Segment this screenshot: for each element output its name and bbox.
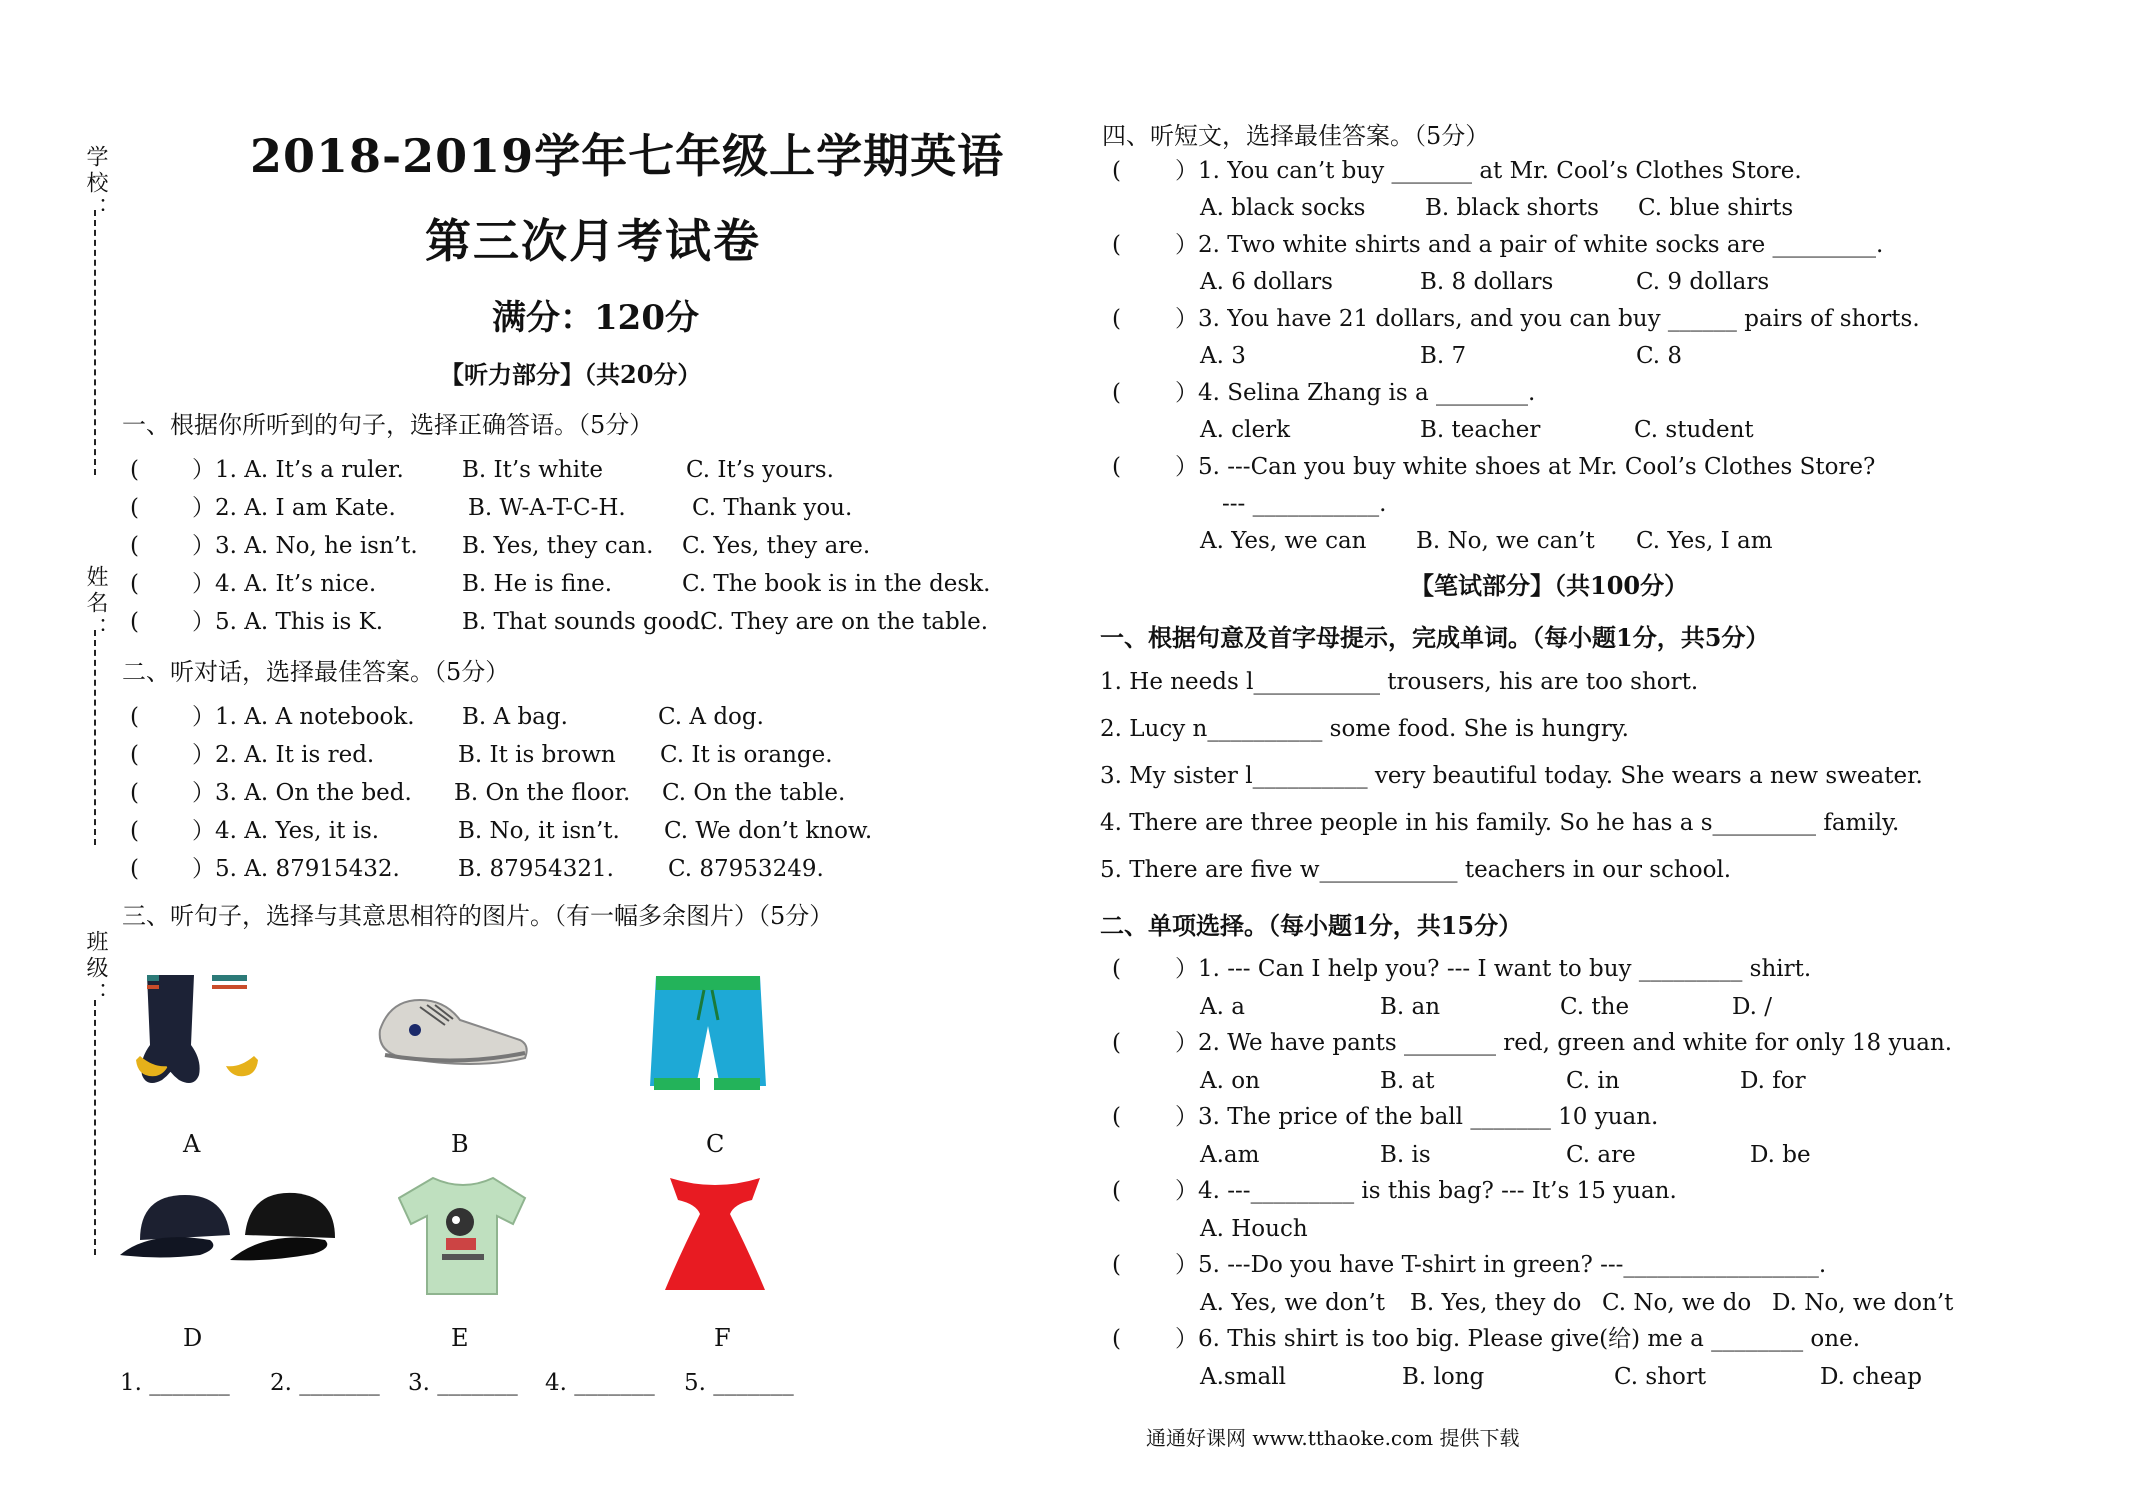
paren[interactable]: ( bbox=[130, 571, 139, 597]
item-option-c: C. A dog. bbox=[658, 704, 764, 730]
item-option-a: ）3. A. No, he isn’t. bbox=[192, 533, 418, 559]
answer-blank[interactable]: 2. _______ bbox=[270, 1370, 380, 1396]
option: C. in bbox=[1566, 1068, 1620, 1094]
class-label: 班级： bbox=[83, 930, 108, 1008]
paren[interactable]: ( bbox=[1112, 1178, 1121, 1204]
item-option-c: C. The book is in the desk. bbox=[682, 571, 991, 597]
option-b: B. No, we can’t bbox=[1416, 528, 1595, 554]
option: D. / bbox=[1732, 994, 1772, 1020]
item-option-a: ）1. A. A notebook. bbox=[192, 704, 415, 730]
item-option-b: B. Yes, they can. bbox=[462, 533, 654, 559]
option-a: A. Yes, we can bbox=[1200, 528, 1367, 554]
item-option-b: B. It’s white bbox=[462, 457, 603, 483]
fill-in-item: 4. There are three people in his family. So he has a s_________ family. bbox=[1100, 810, 1900, 836]
part1-title: 一、根据你所听到的句子，选择正确答语。（5分） bbox=[122, 411, 654, 439]
socks-picture bbox=[132, 965, 262, 1095]
paren[interactable]: ( bbox=[1112, 158, 1121, 184]
paren[interactable]: ( bbox=[1112, 1104, 1121, 1130]
item-option-b: B. No, it isn’t. bbox=[458, 818, 620, 844]
paren[interactable]: ( bbox=[130, 495, 139, 521]
part4-title: 四、听短文，选择最佳答案。（5分） bbox=[1102, 122, 1490, 150]
question-text: ）4. Selina Zhang is a ________. bbox=[1175, 380, 1536, 406]
question-text: ）5. ---Do you have T-shirt in green? ---_________________. bbox=[1175, 1252, 1827, 1278]
sidebar-rule bbox=[94, 630, 96, 845]
item-option-a: ）2. A. I am Kate. bbox=[192, 495, 396, 521]
shorts-picture bbox=[648, 970, 768, 1100]
part3-title: 三、听句子，选择与其意思相符的图片。（有一幅多余图片）（5分） bbox=[122, 902, 834, 930]
option: C. short bbox=[1614, 1364, 1707, 1390]
fill-in-item: 5. There are five w____________ teachers in our school. bbox=[1100, 857, 1732, 883]
answer-blank[interactable]: 5. _______ bbox=[684, 1370, 794, 1396]
option-b: B. black shorts bbox=[1425, 195, 1599, 221]
option: A. on bbox=[1200, 1068, 1260, 1094]
sidebar-rule bbox=[94, 210, 96, 475]
option: B. an bbox=[1380, 994, 1441, 1020]
option-c: C. Yes, I am bbox=[1636, 528, 1773, 554]
school-label: 学校： bbox=[83, 145, 108, 223]
option-c: C. student bbox=[1634, 417, 1754, 443]
part2-title: 二、听对话，选择最佳答案。（5分） bbox=[122, 658, 510, 686]
section1-title: 一、根据句意及首字母提示，完成单词。（每小题1分，共5分） bbox=[1100, 623, 1770, 652]
item-option-b: B. A bag. bbox=[462, 704, 568, 730]
option-c: C. blue shirts bbox=[1638, 195, 1794, 221]
name-label: 姓名： bbox=[83, 565, 108, 643]
fill-in-item: 1. He needs l___________ trousers, his are too short. bbox=[1100, 669, 1699, 695]
listening-heading: 【听力部分】（共20分） bbox=[440, 360, 702, 389]
option-b: B. 7 bbox=[1420, 343, 1467, 369]
option-a: A. 6 dollars bbox=[1200, 269, 1333, 295]
item-option-c: C. On the table. bbox=[662, 780, 846, 806]
option: A.small bbox=[1200, 1364, 1286, 1390]
item-option-a: ）5. A. This is K. bbox=[192, 609, 384, 635]
paren[interactable]: ( bbox=[130, 856, 139, 882]
option-c: C. 9 dollars bbox=[1636, 269, 1770, 295]
exam-title-line1: 2018-2019学年七年级上学期英语 bbox=[250, 129, 1005, 183]
item-option-c: C. 87953249. bbox=[668, 856, 824, 882]
answer-blank[interactable]: 3. _______ bbox=[408, 1370, 518, 1396]
full-score: 满分：120分 bbox=[492, 298, 699, 338]
question-text: ）6. This shirt is too big. Please give(给) me a ________ one. bbox=[1175, 1326, 1861, 1352]
item-option-a: ）3. A. On the bed. bbox=[192, 780, 412, 806]
writing-heading: 【笔试部分】（共100分） bbox=[1410, 571, 1689, 600]
paren[interactable]: ( bbox=[1112, 956, 1121, 982]
caps-picture bbox=[120, 1180, 350, 1280]
option-a: A. black socks bbox=[1200, 195, 1366, 221]
option: A. Houch bbox=[1200, 1216, 1308, 1242]
item-option-b: B. W-A-T-C-H. bbox=[468, 495, 626, 521]
option: D. cheap bbox=[1820, 1364, 1922, 1390]
exam-title-line2: 第三次月考试卷 bbox=[425, 214, 761, 268]
fill-in-item: 2. Lucy n__________ some food. She is hungry. bbox=[1100, 716, 1629, 742]
picture-label-b: B bbox=[451, 1130, 469, 1158]
paren[interactable]: ( bbox=[130, 818, 139, 844]
paren[interactable]: ( bbox=[130, 742, 139, 768]
option: A. Yes, we don’t bbox=[1200, 1290, 1385, 1316]
paren[interactable]: ( bbox=[1112, 1030, 1121, 1056]
option: C. No, we do bbox=[1602, 1290, 1752, 1316]
paren[interactable]: ( bbox=[1112, 1326, 1121, 1352]
option-a: A. clerk bbox=[1200, 417, 1291, 443]
item-option-a: ）2. A. It is red. bbox=[192, 742, 375, 768]
paren[interactable]: ( bbox=[1112, 380, 1121, 406]
option: B. Yes, they do bbox=[1410, 1290, 1582, 1316]
question-text: ）3. You have 21 dollars, and you can buy ______ pairs of shorts. bbox=[1175, 306, 1920, 332]
item-option-a: ）5. A. 87915432. bbox=[192, 856, 400, 882]
item-option-a: ）4. A. Yes, it is. bbox=[192, 818, 380, 844]
picture-label-c: C bbox=[706, 1130, 725, 1158]
paren[interactable]: ( bbox=[1112, 306, 1121, 332]
dress-picture bbox=[660, 1168, 770, 1293]
item-option-b: B. He is fine. bbox=[462, 571, 613, 597]
option-a: A. 3 bbox=[1200, 343, 1246, 369]
picture-label-a: A bbox=[183, 1130, 201, 1158]
question-text: ）2. Two white shirts and a pair of white socks are _________. bbox=[1175, 232, 1884, 258]
item-option-b: B. That sounds good. bbox=[462, 609, 708, 635]
option-b: B. 8 dollars bbox=[1420, 269, 1554, 295]
sidebar-rule bbox=[94, 1000, 96, 1255]
item-option-b: B. It is brown bbox=[458, 742, 616, 768]
picture-label-d: D bbox=[183, 1324, 203, 1352]
item-option-c: C. It’s yours. bbox=[686, 457, 834, 483]
paren[interactable]: ( bbox=[130, 780, 139, 806]
paren[interactable]: ( bbox=[1112, 232, 1121, 258]
item-option-a: ）1. A. It’s a ruler. bbox=[192, 457, 404, 483]
item-option-c: C. We don’t know. bbox=[664, 818, 873, 844]
item-option-b: B. 87954321. bbox=[458, 856, 614, 882]
option: A. a bbox=[1200, 994, 1245, 1020]
option: C. are bbox=[1566, 1142, 1636, 1168]
option: D. be bbox=[1750, 1142, 1811, 1168]
paren[interactable]: ( bbox=[130, 609, 139, 635]
picture-label-e: E bbox=[451, 1324, 469, 1352]
paren[interactable]: ( bbox=[130, 457, 139, 483]
answer-blank[interactable]: 1. _______ bbox=[120, 1370, 230, 1396]
option-b: B. teacher bbox=[1420, 417, 1541, 443]
picture-label-f: F bbox=[714, 1324, 731, 1352]
footer-credit: 通通好课网 www.tthaoke.com 提供下载 bbox=[1146, 1426, 1520, 1450]
answer-line: --- ___________. bbox=[1222, 491, 1387, 517]
question-text: ）2. We have pants ________ red, green and white for only 18 yuan. bbox=[1175, 1030, 1953, 1056]
item-option-c: C. Thank you. bbox=[692, 495, 853, 521]
item-option-b: B. On the floor. bbox=[454, 780, 631, 806]
tshirt-picture bbox=[398, 1170, 528, 1300]
paren[interactable]: ( bbox=[130, 704, 139, 730]
fill-in-item: 3. My sister l__________ very beautiful today. She wears a new sweater. bbox=[1100, 763, 1923, 789]
question-text: ）1. You can’t buy _______ at Mr. Cool’s Clothes Store. bbox=[1175, 158, 1802, 184]
sneakers-picture bbox=[375, 985, 535, 1085]
item-option-a: ）4. A. It’s nice. bbox=[192, 571, 377, 597]
question-text: ）3. The price of the ball _______ 10 yuan. bbox=[1175, 1104, 1659, 1130]
option-c: C. 8 bbox=[1636, 343, 1683, 369]
item-option-c: C. They are on the table. bbox=[700, 609, 989, 635]
paren[interactable]: ( bbox=[1112, 1252, 1121, 1278]
option: D. No, we don’t bbox=[1772, 1290, 1954, 1316]
item-option-c: C. Yes, they are. bbox=[682, 533, 871, 559]
option: C. the bbox=[1560, 994, 1630, 1020]
answer-blank[interactable]: 4. _______ bbox=[545, 1370, 655, 1396]
paren[interactable]: ( bbox=[1112, 454, 1121, 480]
option: A.am bbox=[1200, 1142, 1260, 1168]
section2-title: 二、单项选择。（每小题1分，共15分） bbox=[1100, 911, 1523, 940]
paren[interactable]: ( bbox=[130, 533, 139, 559]
option: D. for bbox=[1740, 1068, 1806, 1094]
question-text: ）1. --- Can I help you? --- I want to buy _________ shirt. bbox=[1175, 956, 1812, 982]
option: B. is bbox=[1380, 1142, 1431, 1168]
question-text: ）4. ---_________ is this bag? --- It’s 15 yuan. bbox=[1175, 1178, 1677, 1204]
option: B. at bbox=[1380, 1068, 1435, 1094]
option: B. long bbox=[1402, 1364, 1485, 1390]
question-text: ）5. ---Can you buy white shoes at Mr. Cool’s Clothes Store? bbox=[1175, 454, 1876, 480]
item-option-c: C. It is orange. bbox=[660, 742, 833, 768]
